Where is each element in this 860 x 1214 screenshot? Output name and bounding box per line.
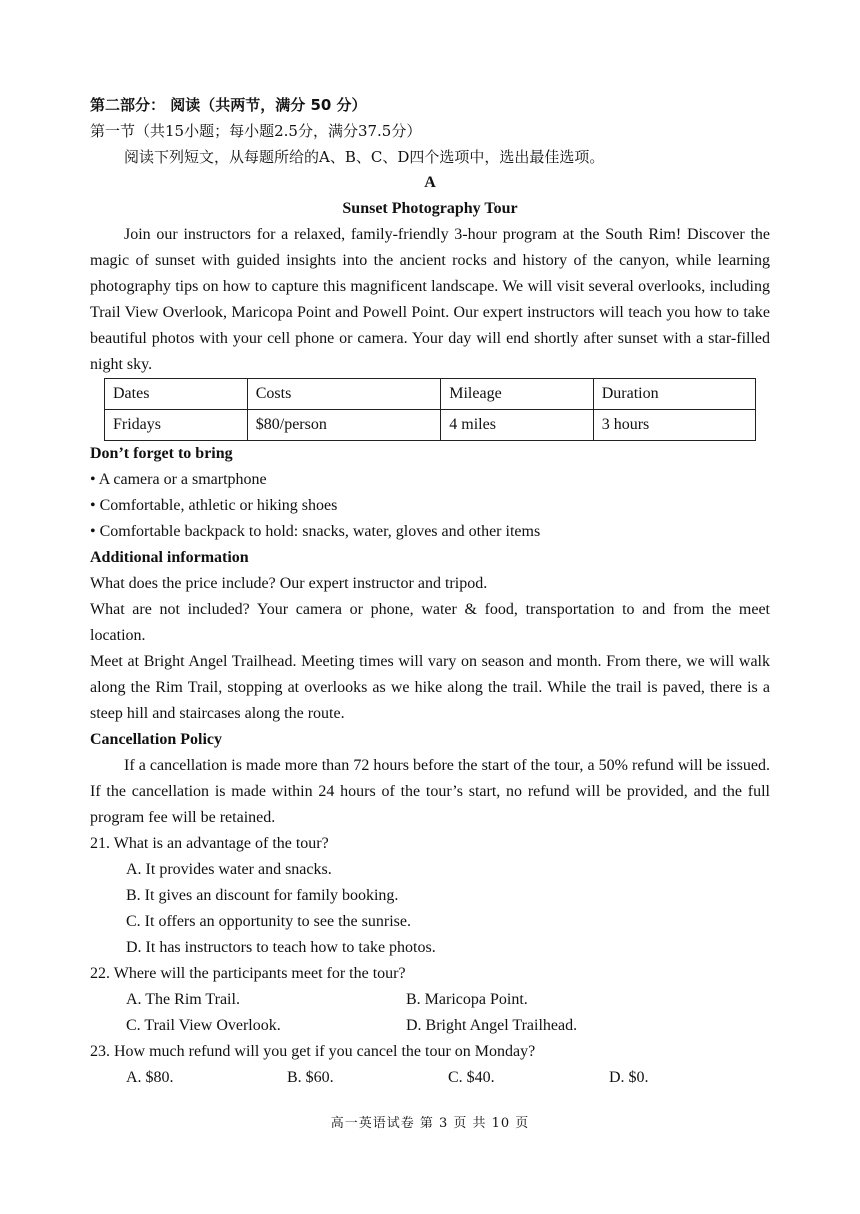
part-title: 第二部分： 阅读（共两节，满分 50 分） (90, 96, 367, 114)
passage-intro: Join our instructors for a relaxed, family-friendly 3-hour program at the South Rim! Discover the magic of sunset with guided insights into the ancient rocks and history of the canyon, while learning photography tips on how to capture this magnificent landscape. We will visit several overlooks, including Trail View Overlook, Maricopa Point and Powell Point. Our expert instructors will teach you how to take beautiful photos with your cell phone or camera. Your day will end shortly after sunset with a star-filled night sky. (90, 226, 770, 373)
table-cell: Fridays (105, 410, 248, 441)
table-header-row (105, 379, 756, 410)
question-option: C. $40. (448, 1069, 495, 1086)
question-option: A. $80. (126, 1069, 174, 1086)
question-option: B. $60. (287, 1069, 334, 1086)
bring-item: • A camera or a smartphone (90, 471, 267, 488)
question-stem: 23. How much refund will you get if you cancel the tour on Monday? (90, 1043, 536, 1060)
page-content (90, 92, 770, 1091)
question-options-row (90, 1065, 770, 1091)
question-options-row (90, 987, 770, 1013)
additional-line: What are not included? Your camera or phone, water & food, transportation to and from the meet location. (90, 601, 770, 644)
additional-line: What does the price include? Our expert instructor and tripod. (90, 575, 488, 592)
question-stem: 22. Where will the participants meet for the tour? (90, 965, 406, 982)
additional-line: Meet at Bright Angel Trailhead. Meeting times will vary on season and month. From there, we will walk along the Rim Trail, stopping at overlooks as we hike along the trail. While the trail is paved, there is a steep hill and staircases along the route. (90, 653, 770, 722)
table-header-cell: Duration (593, 379, 755, 410)
section-title: 第一节（共15小题；每小题2.5分，满分37.5分） (90, 122, 422, 140)
instruction: 阅读下列短文，从每题所给的A、B、C、D四个选项中，选出最佳选项。 (124, 148, 605, 166)
question-stem: 21. What is an advantage of the tour? (90, 835, 329, 852)
table-header-cell: Mileage (441, 379, 593, 410)
table-header-cell: Costs (247, 379, 441, 410)
table-header-cell: Dates (105, 379, 248, 410)
question-options-row (90, 1013, 770, 1039)
page-footer: 高一英语试卷 第 3 页 共 10 页 (330, 1116, 530, 1131)
bring-item: • Comfortable backpack to hold: snacks, water, gloves and other items (90, 523, 541, 540)
bring-item: • Comfortable, athletic or hiking shoes (90, 497, 338, 514)
question-option: D. $0. (609, 1069, 649, 1086)
question-option: D. Bright Angel Trailhead. (406, 1017, 578, 1034)
question-option: B. It gives an discount for family booking. (126, 887, 399, 904)
cancellation-heading: Cancellation Policy (90, 731, 222, 748)
question-option: A. The Rim Trail. (126, 991, 240, 1008)
cancellation-text: If a cancellation is made more than 72 hours before the start of the tour, a 50% refund will be issued. If the cancellation is made within 24 hours of the tour’s start, no refund will be provided, and the full program fee will be retained. (90, 757, 770, 826)
table-cell: $80/person (247, 410, 441, 441)
passage-title: Sunset Photography Tour (342, 200, 518, 217)
table-cell: 4 miles (441, 410, 593, 441)
question-option: A. It provides water and snacks. (126, 861, 332, 878)
table-cell: 3 hours (593, 410, 755, 441)
question-option: D. It has instructors to teach how to take photos. (126, 939, 436, 956)
bring-heading: Don’t forget to bring (90, 445, 233, 462)
additional-heading: Additional information (90, 549, 249, 566)
question-option: C. Trail View Overlook. (126, 1017, 281, 1034)
question-option: B. Maricopa Point. (406, 991, 528, 1008)
table-row (105, 410, 756, 441)
tour-info-table (104, 378, 756, 441)
passage-letter: A (424, 174, 436, 191)
question-option: C. It offers an opportunity to see the sunrise. (126, 913, 411, 930)
